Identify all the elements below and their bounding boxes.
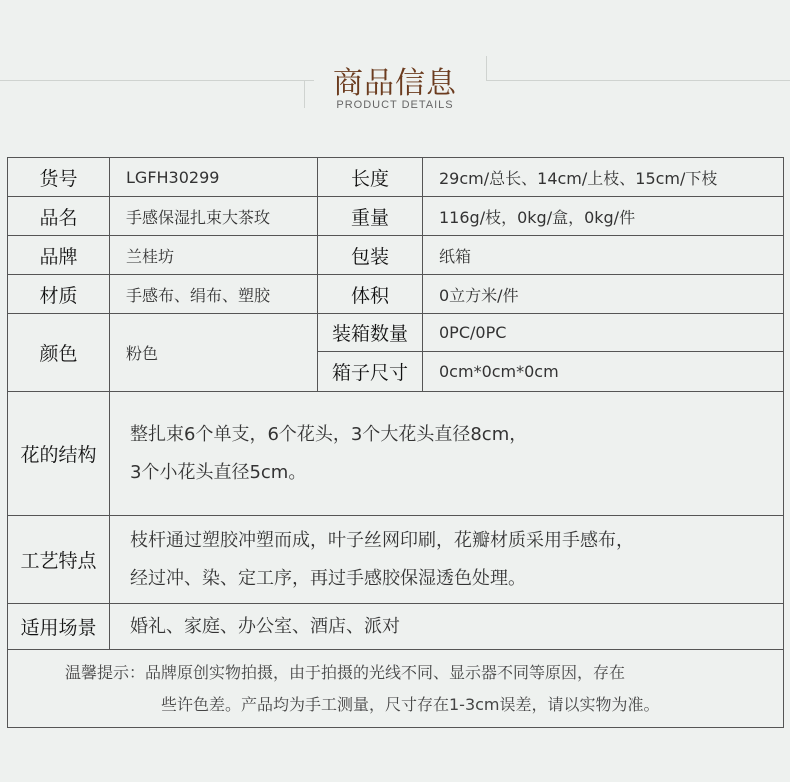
table-row: [8, 197, 784, 236]
structure-value: [110, 392, 784, 516]
craft-value: [110, 516, 784, 604]
material-value: 手感布、绢布、塑胶: [110, 275, 318, 314]
volume-value: 0立方米/件: [423, 275, 784, 314]
section-header: [0, 0, 790, 140]
table-row: [8, 516, 784, 604]
weight-value: 116g/枝，0kg/盒，0kg/件: [423, 197, 784, 236]
item-no-label: 货号: [8, 158, 110, 197]
package-label: 包装: [318, 236, 423, 275]
structure-line-2: 3个小花头直径5cm。: [130, 461, 307, 483]
material-label: 材质: [8, 275, 110, 314]
length-label: 长度: [318, 158, 423, 197]
color-label: 颜色: [8, 314, 110, 392]
weight-label: 重量: [318, 197, 423, 236]
section-subtitle: PRODUCT DETAILS: [336, 99, 454, 111]
scene-value: 婚礼、家庭、办公室、酒店、派对: [110, 604, 784, 650]
scene-label: 适用场景: [8, 604, 110, 650]
name-label: 品名: [8, 197, 110, 236]
box-qty-value: 0PC/0PC: [423, 314, 784, 352]
product-spec-table: [7, 157, 784, 728]
structure-line-1: 整扎束6个单支，6个花头，3个大花头直径8cm，: [130, 423, 528, 445]
box-size-value: 0cm*0cm*0cm: [423, 352, 784, 392]
table-row: [8, 650, 784, 728]
craft-line-2: 经过冲、染、定工序，再过手感胶保湿透色处理。: [130, 567, 526, 589]
table-row: [8, 158, 784, 197]
structure-label: 花的结构: [8, 392, 110, 516]
box-size-label: 箱子尺寸: [318, 352, 423, 392]
name-value: 手感保湿扎束大茶玫: [110, 197, 318, 236]
table-row: [8, 604, 784, 650]
table-row: [8, 275, 784, 314]
craft-label: 工艺特点: [8, 516, 110, 604]
section-title: 商品信息: [333, 66, 457, 101]
box-qty-label: 装箱数量: [318, 314, 423, 352]
brand-value: 兰桂坊: [110, 236, 318, 275]
notice-cell: [8, 650, 784, 728]
table-row: [8, 236, 784, 275]
item-no-value: LGFH30299: [110, 158, 318, 197]
volume-label: 体积: [318, 275, 423, 314]
notice-line-1: 温馨提示：品牌原创实物拍摄，由于拍摄的光线不同、显示器不同等原因，存在: [65, 662, 626, 682]
package-value: 纸箱: [423, 236, 784, 275]
craft-line-1: 枝杆通过塑胶冲塑而成，叶子丝网印刷，花瓣材质采用手感布，: [130, 529, 634, 551]
brand-label: 品牌: [8, 236, 110, 275]
notice-line-2: 些许色差。产品均为手工测量，尺寸存在1-3cm误差，请以实物为准。: [161, 694, 660, 714]
length-value: 29cm/总长、14cm/上枝、15cm/下枝: [423, 158, 784, 197]
table-row: [8, 314, 784, 352]
color-value: 粉色: [110, 314, 318, 392]
table-row: [8, 392, 784, 516]
